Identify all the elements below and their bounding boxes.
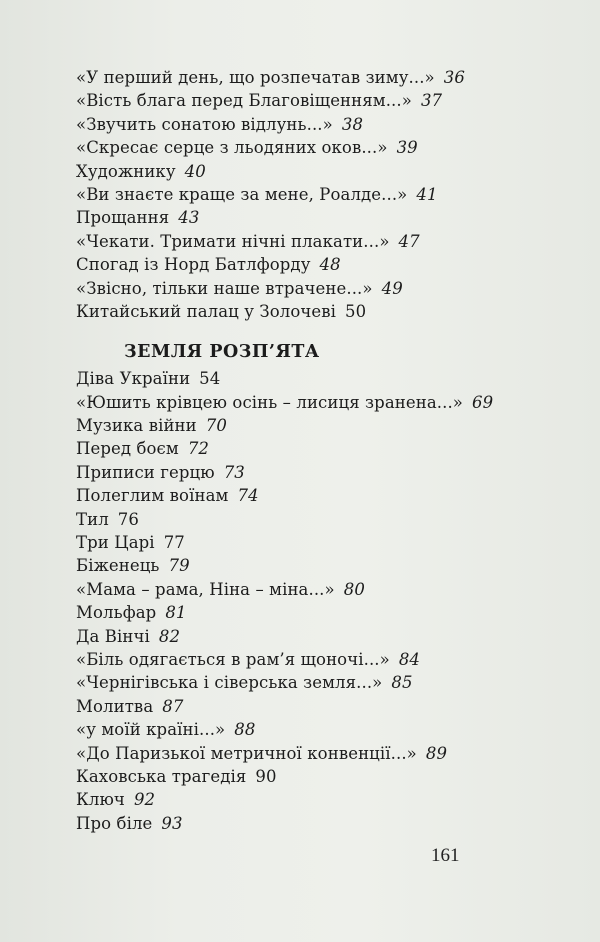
toc-entry-title: Біженець [76, 556, 160, 576]
toc-entry-page: 70 [205, 416, 227, 436]
toc-group-1 [76, 66, 556, 323]
section-title: ЗЕМЛЯ РОЗП’ЯТА [124, 342, 320, 363]
toc-entry-page: 81 [165, 603, 187, 623]
toc-entry-title: «Вість блага перед Благовіщенням...» [76, 91, 412, 111]
toc-entry [76, 601, 556, 624]
toc-entry-page: 37 [420, 91, 443, 111]
toc-entry-title: «До Паризької метричної конвенції...» [76, 743, 417, 763]
toc-entry [76, 625, 556, 648]
toc-entry [76, 300, 556, 323]
toc-entry-title: «Чекати. Тримати нічні плакати...» [76, 231, 390, 251]
toc-entry-title: «Звучить сонатою відлунь...» [76, 114, 333, 134]
toc-entry [76, 183, 556, 206]
toc-entry-title: Каховська трагедія [76, 766, 247, 786]
toc-entry-title: Спогад із Норд Батлфорду [76, 255, 311, 275]
toc-entry-page: 92 [133, 790, 156, 810]
toc-entry [76, 367, 556, 390]
toc-entry [76, 461, 556, 484]
toc-entry-title: Полеглим воїнам [76, 486, 229, 506]
toc-entry [76, 648, 556, 671]
toc-entry-title: «У перший день, що розпечатав зиму...» [76, 68, 435, 87]
toc-entry [76, 531, 556, 554]
toc-entry-title: Перед боєм [76, 439, 179, 459]
toc-entry [76, 671, 556, 694]
toc-entry-page: 47 [398, 231, 420, 251]
toc-entry [76, 812, 556, 835]
toc-entry-title: «Звісно, тільки наше втрачене...» [76, 278, 373, 298]
toc-entry [76, 437, 556, 460]
toc-entry-page: 74 [237, 486, 259, 506]
toc-entry-title: «Мама – рама, Ніна – міна...» [76, 579, 335, 599]
toc-entry [76, 414, 556, 437]
toc-entry-title: Приписи герцю [76, 462, 215, 482]
toc-entry-title: «Скресає серце з льодяних оков...» [76, 138, 388, 158]
toc-entry-page: 73 [223, 462, 245, 482]
toc-entry-title: Діва України [76, 369, 191, 389]
toc-entry [76, 742, 556, 765]
toc-entry-title: Про біле [76, 813, 153, 833]
toc-entry-page: 85 [391, 673, 413, 693]
toc-entry-page: 77 [163, 533, 185, 553]
toc-entry [76, 277, 556, 300]
toc-entry [76, 554, 556, 577]
toc-entry [76, 206, 556, 229]
toc-entry [76, 484, 556, 507]
toc-entry [76, 253, 556, 276]
toc-entry-page: 72 [187, 439, 210, 459]
toc-entry-title: Молитва [76, 696, 154, 716]
toc-entry-title: Да Вінчі [76, 626, 150, 646]
toc-entry [76, 230, 556, 253]
toc-entry-page: 69 [471, 392, 494, 412]
toc-entry-title: Мольфар [76, 603, 157, 623]
toc-entry-page: 39 [396, 138, 418, 158]
toc-entry-page: 38 [341, 114, 364, 134]
page-number: 161 [431, 845, 460, 866]
toc-entry [76, 66, 556, 89]
toc-entry-page: 89 [425, 743, 448, 763]
toc-entry [76, 391, 556, 414]
toc-entry-page: 54 [199, 369, 221, 389]
toc-entry-page: 43 [178, 208, 200, 228]
toc-entry-title: «Юшить крівцею осінь – лисиця зранена...» [76, 392, 463, 412]
toc-entry [76, 788, 556, 811]
toc-entry-page: 79 [168, 556, 190, 576]
toc-entry-title: «Біль одягається в рам’я щоночі...» [76, 649, 390, 669]
toc-entry-page: 76 [117, 509, 139, 529]
toc-entry [76, 695, 556, 718]
toc-entry-page: 90 [255, 766, 277, 786]
toc-entry-page: 48 [319, 255, 341, 275]
toc-entry-title: Тил [76, 509, 109, 529]
table-of-contents [76, 66, 556, 835]
toc-entry [76, 160, 556, 183]
toc-entry-page: 82 [158, 626, 181, 646]
toc-entry [76, 136, 556, 159]
toc-entry-title: Художнику [76, 161, 176, 181]
toc-entry-page: 80 [343, 579, 365, 599]
toc-entry-page: 50 [345, 301, 367, 321]
toc-entry-page: 49 [381, 278, 403, 298]
toc-entry-title: Китайський палац у Золочеві [76, 301, 337, 321]
toc-entry-title: «Ви знаєте краще за мене, Роалде...» [76, 184, 408, 204]
toc-entry-title: «Чернігівська і сіверська земля...» [76, 673, 383, 693]
toc-entry [76, 718, 556, 741]
toc-entry [76, 113, 556, 136]
toc-entry-title: Ключ [76, 790, 125, 810]
toc-entry [76, 508, 556, 531]
toc-entry-title: Три Царі [76, 533, 155, 553]
toc-group-2 [76, 367, 556, 835]
toc-entry [76, 89, 556, 112]
toc-entry [76, 578, 556, 601]
toc-entry-page: 36 [443, 68, 465, 87]
toc-entry-title: Прощання [76, 208, 170, 228]
toc-entry-title: «у моїй країні...» [76, 720, 226, 740]
toc-entry [76, 765, 556, 788]
toc-entry-page: 40 [184, 161, 206, 181]
toc-entry-page: 84 [398, 649, 421, 669]
toc-entry-page: 93 [161, 813, 183, 833]
toc-entry-page: 87 [162, 696, 184, 716]
toc-entry-page: 88 [234, 720, 256, 740]
toc-entry-title: Музика війни [76, 416, 197, 436]
toc-entry-page: 41 [416, 184, 438, 204]
